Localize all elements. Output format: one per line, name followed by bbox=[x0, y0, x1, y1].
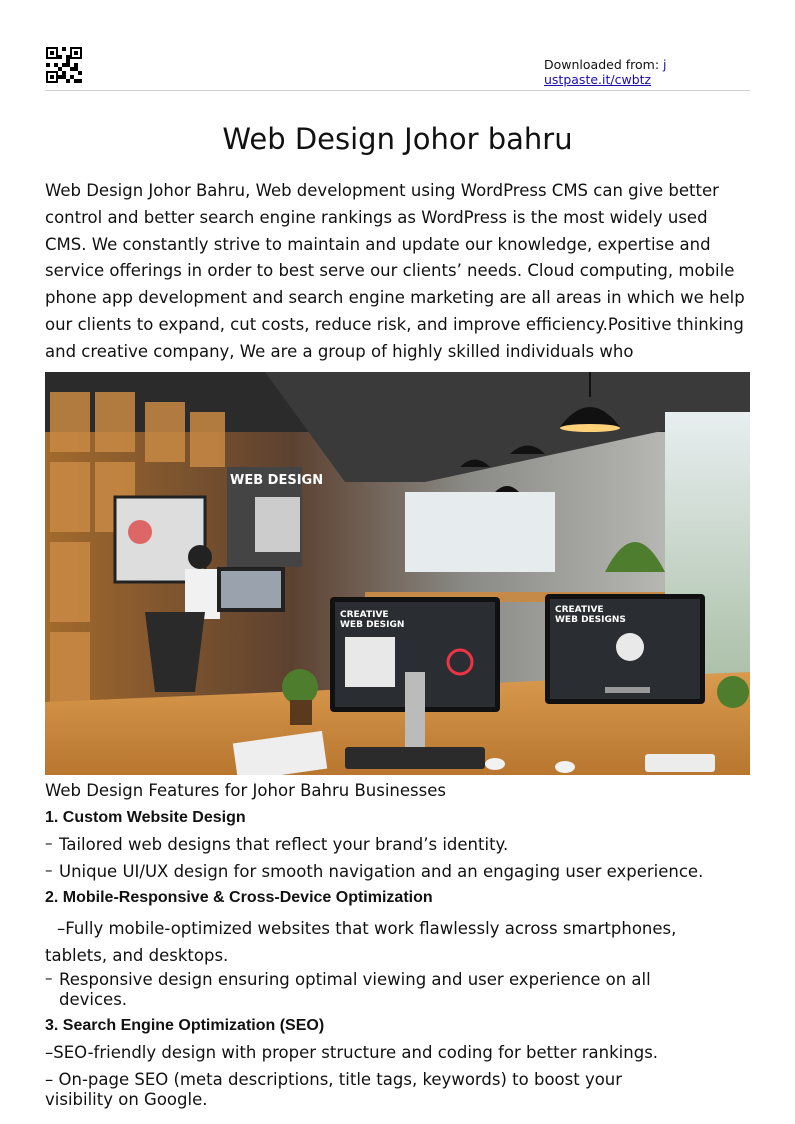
bullet-dash: – bbox=[45, 969, 53, 987]
features-heading: Web Design Features for Johor Bahru Businesses bbox=[45, 781, 446, 800]
download-label: Downloaded from: bbox=[544, 57, 664, 72]
bullet-dash: – bbox=[45, 834, 53, 852]
office-photo bbox=[45, 372, 750, 775]
section-3-item-1: –SEO-friendly design with proper structure and coding for better rankings. bbox=[45, 1043, 659, 1062]
section-3-item-2: – On-page SEO (meta descriptions, title tags, keywords) to boost your visibility on Google. bbox=[45, 1070, 623, 1109]
section-3-title: 3. Search Engine Optimization (SEO) bbox=[45, 1017, 325, 1034]
download-link[interactable]: justpaste.it/cwbtz bbox=[544, 57, 667, 87]
monitor-right-title: CREATIVE WEB DESIGNS bbox=[555, 605, 626, 625]
wall-sign: WEB DESIGN bbox=[230, 473, 324, 488]
section-2-title: 2. Mobile-Responsive & Cross-Device Optimization bbox=[45, 889, 433, 906]
section-1-title: 1. Custom Website Design bbox=[45, 809, 246, 826]
monitor-left-title: CREATIVE WEB DESIGN bbox=[340, 610, 405, 630]
page-title: Web Design Johor bahru bbox=[222, 122, 573, 156]
section-2-item-2: Responsive design ensuring optimal viewing and user experience on all devices. bbox=[59, 970, 651, 1009]
section-1-item-2: Unique UI/UX design for smooth navigation and an engaging user experience. bbox=[59, 862, 704, 881]
intro-paragraph: Web Design Johor Bahru, Web development using WordPress CMS can give better control and better search engine rankings as WordPress is the most widely used CMS. We constantly strive to maintain and update our knowledge, expertise and service offerings in order to best serve our clients’ needs. Cloud computing, mobile phone app development and search engine marketing are all areas in which we help our clients to expand, cut costs, reduce risk, and improve efficiency.Positive thinking and creative company, We are a group of highly skilled individuals who bbox=[45, 181, 745, 361]
download-source bbox=[544, 57, 674, 87]
header-divider bbox=[45, 90, 750, 91]
bullet-dash: – bbox=[45, 861, 53, 879]
section-2-item-1: –Fully mobile-optimized websites that work flawlessly across smartphones, tablets, and desktops. bbox=[45, 919, 677, 965]
section-1-item-1: Tailored web designs that reflect your brand’s identity. bbox=[59, 835, 509, 854]
qr-code-icon bbox=[46, 47, 82, 83]
